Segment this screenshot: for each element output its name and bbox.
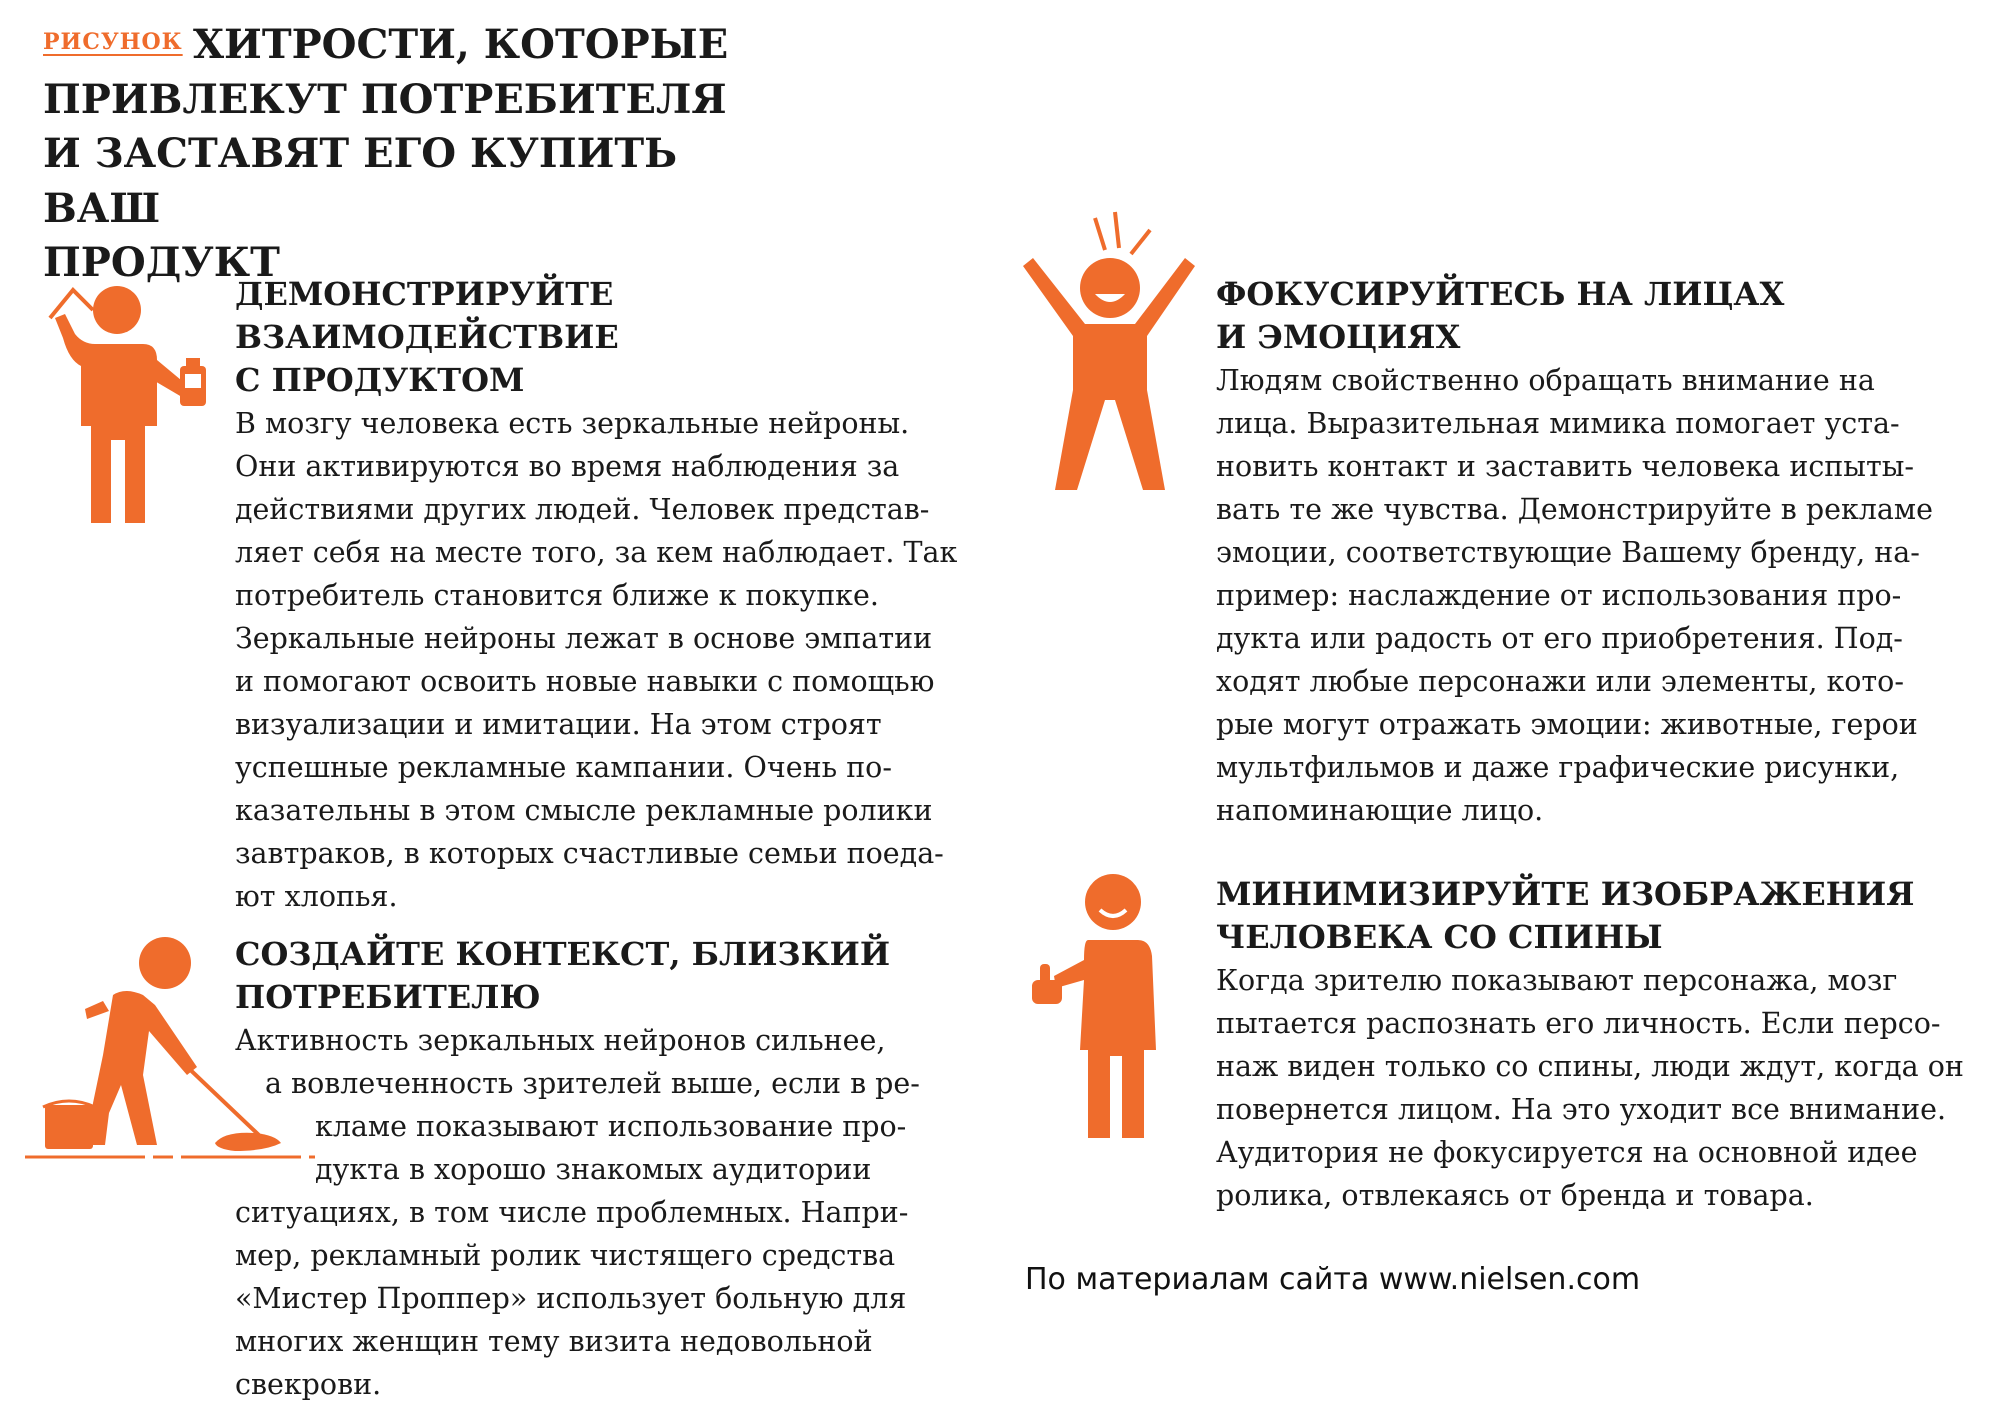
section-heading: ДЕМОНСТРИРУЙТЕ ВЗАИМОДЕЙСТВИЕ С ПРОДУКТОМ bbox=[235, 275, 619, 399]
section-body: В мозгу человека есть зеркальные нейроны. Они активируются во время наблюдения за действиями других людей. Человек представ- ляет себя на месте того, за кем наблюдает. Так потребитель становится ближе к покупке. Зеркальные нейроны лежат в основе эмпатии и помогают освоить новые навыки с помощью визуализации и имитации. На этом строят успешные рекламные кампании. Очень по- казательны в этом смысле рекламные ролики завтраков, в которых счастливые семьи поеда- ют хлопья. bbox=[235, 407, 958, 913]
page-title bbox=[43, 18, 803, 291]
source-note: По материалам сайта www.nielsen.com bbox=[1025, 1262, 1641, 1297]
section-product-interaction bbox=[235, 273, 995, 918]
joyful-person-icon bbox=[1015, 210, 1195, 500]
section-consumer-context bbox=[235, 933, 995, 1406]
section-faces-emotions bbox=[1216, 273, 1976, 832]
title-line-2: ПРИВЛЕКУТ ПОТРЕБИТЕЛЯ bbox=[43, 75, 727, 123]
section-body: Людям свойственно обращать внимание на лица. Выразительная мимика помогает уста- новить контакт и заставить человека испыты- вать те же чувства. Демонстрируйте в рекламе эмоции, соответствующие Вашему бренду, на- пример: наслаждение от использования про- дукта или радость от его приобретения. Под- ходят любые персонажи или элементы, кото- рые могут отражать эмоции: животные, герои мультфильмов и даже графические рисунки, напоминающие лицо. bbox=[1216, 364, 1933, 827]
section-heading: МИНИМИЗИРУЙТЕ ИЗОБРАЖЕНИЯ ЧЕЛОВЕКА СО СПИНЫ bbox=[1216, 875, 1915, 956]
person-thumbs-up-icon bbox=[1018, 870, 1188, 1140]
section-body: Активность зеркальных нейронов сильнее, а вовлеченность зрителей выше, если в ре- кламе показывают использование про- дукта в хорошо знакомых аудитории ситуациях, в том числе проблемных. Напри- мер, рекламный ролик чистящего средства «Мистер Проппер» использует больную для многих женщин тему визита недовольной свекрови. bbox=[235, 1024, 920, 1401]
title-line-4: ПРОДУКТ bbox=[43, 239, 280, 286]
section-heading: ФОКУСИРУЙТЕСЬ НА ЛИЦАХ И ЭМОЦИЯХ bbox=[1216, 275, 1785, 356]
title-line-3: И ЗАСТАВЯТ ЕГО КУПИТЬ ВАШ bbox=[43, 130, 678, 232]
figure-tag: РИСУНОК bbox=[43, 29, 183, 55]
section-heading: СОЗДАЙТЕ КОНТЕКСТ, БЛИЗКИЙ ПОТРЕБИТЕЛЮ bbox=[235, 935, 891, 1016]
title-line-1: ХИТРОСТИ, КОТОРЫЕ bbox=[193, 21, 729, 68]
section-back-view bbox=[1216, 873, 1986, 1217]
section-body: Когда зрителю показывают персонажа, мозг пытается распознать его личность. Если персо- наж виден только со спины, люди ждут, когда он повернется лицом. На это уходит все внимание. Аудитория не фокусируется на основной идее ролика, отвлекаясь от бренда и товара. bbox=[1216, 964, 1964, 1212]
person-holding-product-icon bbox=[45, 278, 215, 528]
